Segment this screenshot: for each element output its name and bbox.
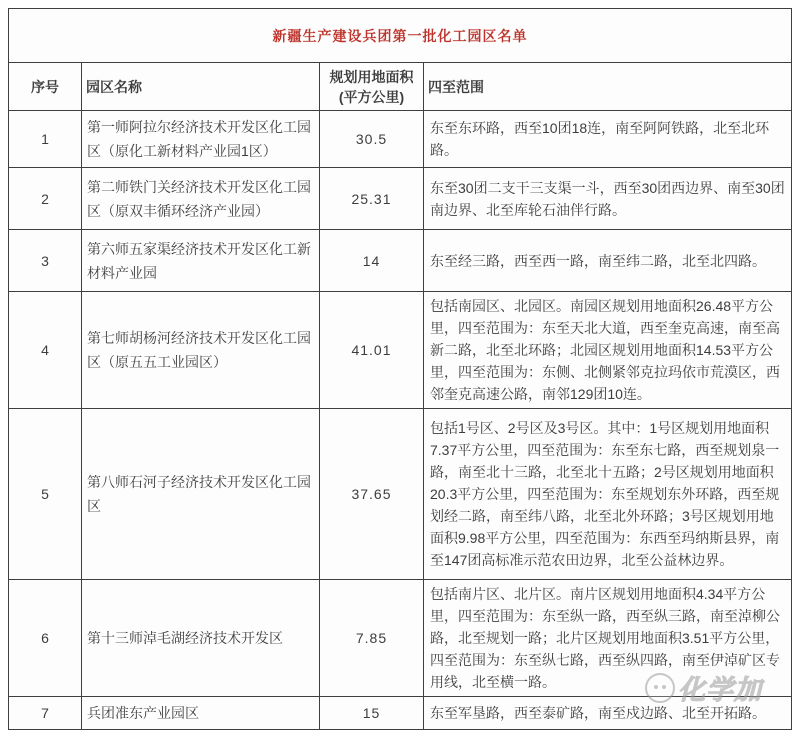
table-row [9, 292, 792, 409]
planned-area-cell: 25.31 [320, 168, 424, 230]
row-index-cell: 7 [9, 697, 82, 730]
park-name-cell: 第六师五家渠经济技术开发区化工新材料产业园 [82, 230, 320, 292]
row-index-cell: 6 [9, 580, 82, 697]
page-title: 新疆生产建设兵团第一批化工园区名单 [9, 9, 792, 63]
park-name-cell: 第七师胡杨河经济技术开发区化工园区（原五五工业园区） [82, 292, 320, 409]
row-index-cell: 5 [9, 409, 82, 580]
boundary-scope-cell: 东至经三路，西至西一路，南至纬二路，北至北四路。 [424, 230, 792, 292]
planned-area-cell: 15 [320, 697, 424, 730]
column-header-area-line2: (平方公里) [338, 88, 405, 105]
column-header-area [320, 63, 424, 111]
park-name-cell: 第一师阿拉尔经济技术开发区化工园区（原化工新材料产业园1区） [82, 111, 320, 168]
column-header-name: 园区名称 [82, 63, 320, 111]
planned-area-cell: 30.5 [320, 111, 424, 168]
chemical-parks-table [8, 8, 792, 730]
table-row [9, 697, 792, 730]
boundary-scope-cell: 包括南片区、北片区。南片区规划用地面积4.34平方公里，四至范围为：东至纵一路，西至纵三路，南至淖柳公路，北至规划一路；北片区规划用地面积3.51平方公里，四至范围为：东至纵七路，西至纵四路，南至伊淖矿区专用线，北至横一路。 [424, 580, 792, 697]
row-index-cell: 4 [9, 292, 82, 409]
table-row [9, 111, 792, 168]
column-header-index: 序号 [9, 63, 82, 111]
planned-area-cell: 7.85 [320, 580, 424, 697]
table-row [9, 168, 792, 230]
column-header-area-line1: 规划用地面积 [329, 68, 414, 85]
boundary-scope-cell: 包括南园区、北园区。南园区规划用地面积26.48平方公里，四至范围为：东至天北大道，西至奎克高速，南至高新二路，北至北环路；北园区规划用地面积14.53平方公里，四至范围为：东侧、北侧紧邻克拉玛依市荒漠区，西邻奎克高速公路，南邻129团10连。 [424, 292, 792, 409]
watermark-text: 化学加 [678, 675, 762, 705]
park-name-cell: 第十三师淖毛湖经济技术开发区 [82, 580, 320, 697]
boundary-scope-cell: 东至东环路，西至10团18连，南至阿阿铁路，北至北环路。 [424, 111, 792, 168]
table-title-row [9, 9, 792, 63]
park-name-cell: 第八师石河子经济技术开发区化工园区 [82, 409, 320, 580]
table-body [9, 111, 792, 730]
table-row [9, 409, 792, 580]
boundary-scope-cell: 包括1号区、2号区及3号区。其中：1号区规划用地面积7.37平方公里，四至范围为：东至东七路，西至规划泉一路，南至北十三路，北至北十五路；2号区规划用地面积20.3平方公里，四至范围为：东至规划东外环路，西至规划经二路，南至纬八路，北至北外环路；3号区规划用地面积9.98平方公里，四至范围为：东西至玛纳斯县界，南至147团高标准示范农田边界，北至公益林边界。 [424, 409, 792, 580]
table-header-row [9, 63, 792, 111]
planned-area-cell: 41.01 [320, 292, 424, 409]
column-header-scope: 四至范围 [424, 63, 792, 111]
table-row [9, 230, 792, 292]
row-index-cell: 1 [9, 111, 82, 168]
chemical-parks-table-page [8, 8, 792, 719]
park-name-cell: 兵团准东产业园区 [82, 697, 320, 730]
park-name-cell: 第二师铁门关经济技术开发区化工园区（原双丰循环经济产业园） [82, 168, 320, 230]
planned-area-cell: 37.65 [320, 409, 424, 580]
table-row [9, 580, 792, 697]
boundary-scope-cell: 东至30团二支干三支渠一斗，西至30团西边界、南至30团南边界、北至库轮石油伴行路。 [424, 168, 792, 230]
row-index-cell: 2 [9, 168, 82, 230]
planned-area-cell: 14 [320, 230, 424, 292]
boundary-scope-cell: 东至军垦路，西至泰矿路，南至戍边路、北至开拓路。 [424, 697, 792, 730]
row-index-cell: 3 [9, 230, 82, 292]
